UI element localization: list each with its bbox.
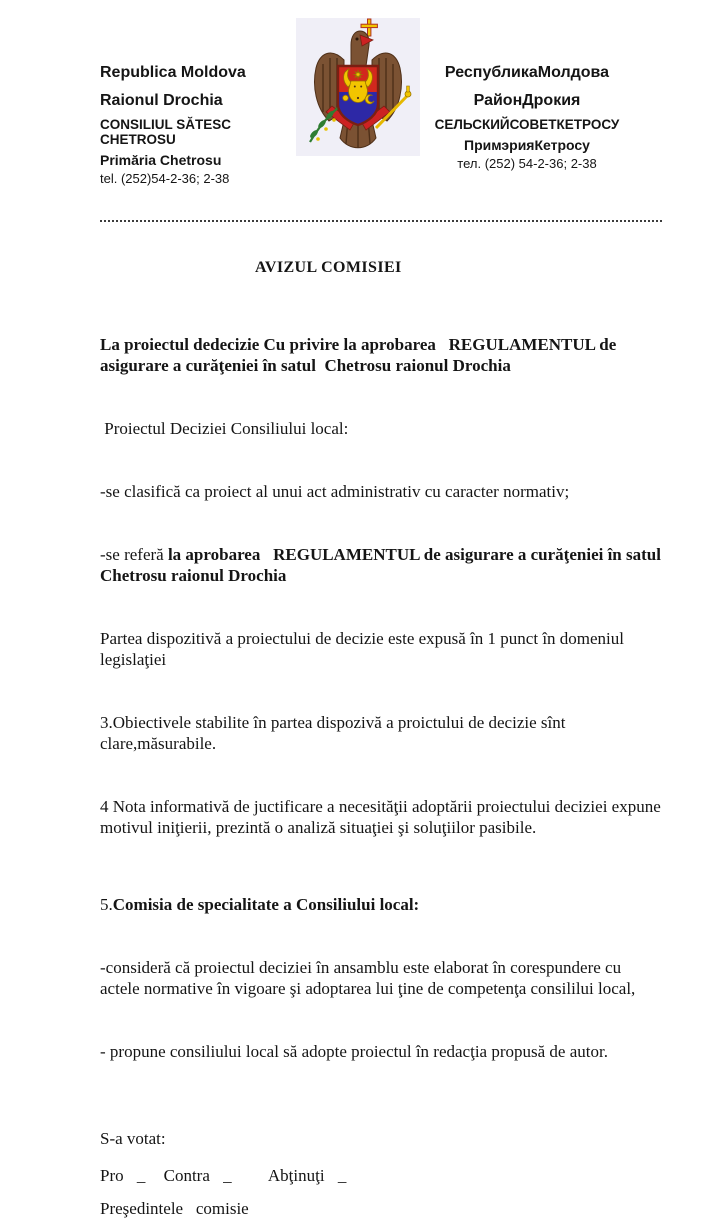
vote-option-pro [100,1166,145,1186]
vote-blank-slot: _ [337,1166,347,1185]
letterhead-left-romanian [100,18,296,186]
moldova-coat-of-arms-icon [296,18,420,156]
vote-line [100,1166,662,1186]
paragraph-commission-considers: -consideră că proiectul deciziei în ansamblu este elaborat în corespundere cu actele normative în vigoare şi adoptarea lui ţine de competenţa consililui local, [100,958,636,998]
document-body [100,292,664,1104]
office-name-ru: ПримэрияКетросу [464,137,590,153]
vote-blank-slot: _ [136,1166,146,1185]
letterhead [0,0,724,186]
vote-heading: S-a votat: [100,1129,166,1148]
vote-option-contra [164,1166,232,1186]
paragraph-objectives: 3.Obiectivele stabilite în partea dispozivă a proictului de decizie sînt clare,măsurabile. [100,713,570,753]
vote-option-label: Contra [163,1166,210,1185]
phone-ru: тел. (252) 54-2-36; 2-38 [457,156,597,171]
district-name-ru: РайонДрокия [473,92,581,109]
vote-option-abtinuti [268,1166,346,1186]
council-name-ru: СЕЛЬСКИЙСОВЕТКЕТРОСУ [434,117,620,132]
paragraph-project-intro: Proiectul Deciziei Consiliului local: [100,419,349,438]
paragraph-dispositive: Partea dispozitivă a proiectului de decizie este expusă în 1 punct în domeniul legislaţiei [100,629,629,669]
vote-option-label: Abţinuţi [267,1166,325,1185]
council-name-ro: CONSILIUL SĂTESC CHETROSU [100,117,232,147]
paragraph-commission-proposes: - propune consiliului local să adopte proiectul în redacţia propusă de autor. [100,1042,608,1061]
vote-block [100,1129,662,1219]
paragraph-reference: -se referă la aprobarea REGULAMENTUL de asigurare a curăţeniei în satul Chetrosu raionul Drochia [100,545,666,585]
office-name-ro: Primăria Chetrosu [100,152,222,168]
letterhead-right-russian [420,18,662,171]
dotted-separator [100,220,662,222]
country-name-ro: Republica Moldova [100,64,246,81]
paragraph-commission-heading: 5.Comisia de specialitate a Consiliului local: [100,895,420,914]
phone-ro: tel. (252)54-2-36; 2-38 [100,171,230,186]
paragraph-informative-note: 4 Nota informativă de juctificare a necesităţii adoptării proiectului deciziei expune motivul iniţierii, prezintă o analiză situaţiei şi soluţiilor pasibile. [100,797,666,837]
country-name-ru: РеспубликаМолдова [444,64,610,81]
paragraph-subject: La proiectul dedecizie Cu privire la aprobarea REGULAMENTUL de asigurare a curăţeniei în satul Chetrosu raionul Drochia [100,335,621,375]
vote-blank-slot: _ [223,1166,232,1185]
signature-line: Preşedintele comisie [100,1199,249,1218]
vote-option-label: Pro [100,1166,124,1185]
district-name-ro: Raionul Drochia [100,92,223,109]
paragraph-classification: -se clasifică ca proiect al unui act administrativ cu caracter normativ; [100,482,570,501]
document-title: AVIZUL COMISIEI [255,259,402,276]
